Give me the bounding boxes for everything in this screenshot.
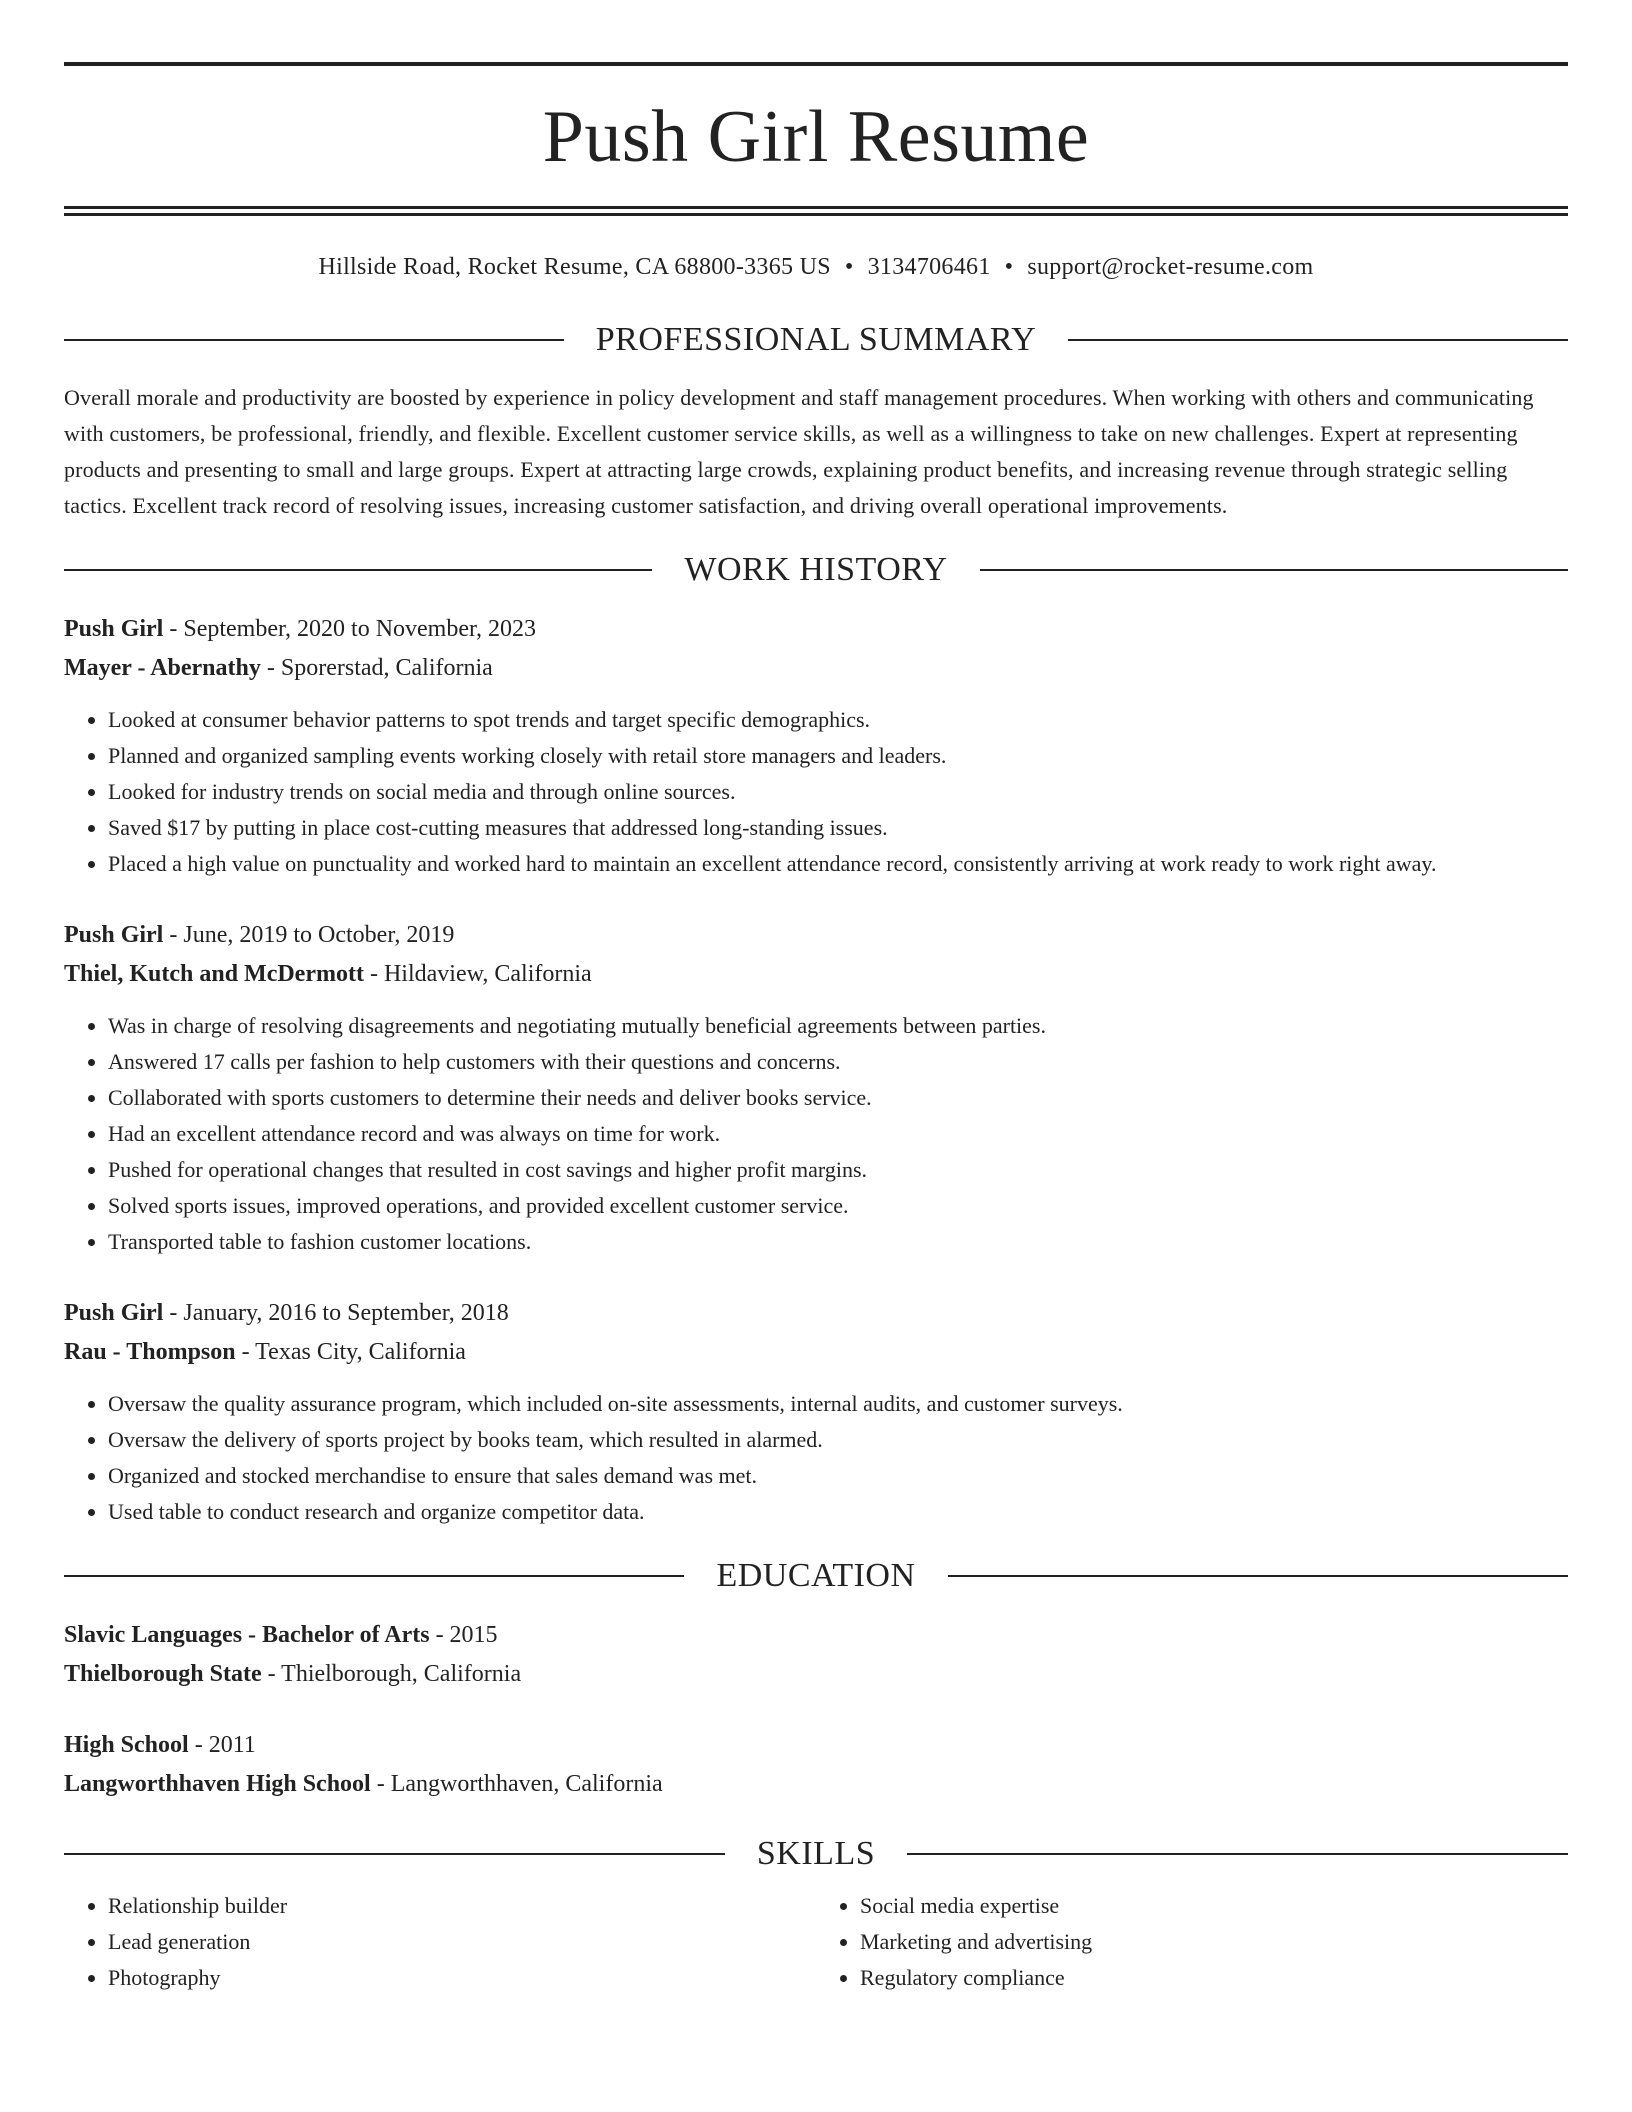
divider-line: [907, 1853, 1568, 1855]
list-item: • Pushed for operational changes that resulted in cost savings and higher profit margins.: [108, 1152, 1568, 1188]
degree-line: [64, 1616, 1568, 1655]
skills-column-left: [64, 1888, 816, 1996]
degree-year: - 2015: [429, 1622, 498, 1648]
list-item: • Relationship builder: [108, 1888, 816, 1924]
job-dates: - January, 2016 to September, 2018: [163, 1300, 509, 1326]
list-item: • Had an excellent attendance record and was always on time for work.: [108, 1116, 1568, 1152]
degree-name: High School: [64, 1732, 189, 1758]
degree-line: [64, 1726, 1568, 1765]
job-title-line: [64, 610, 1568, 649]
company-name: Mayer - Abernathy: [64, 655, 261, 681]
divider-line: [980, 569, 1568, 571]
list-item: • Lead generation: [108, 1924, 816, 1960]
list-item: • Looked at consumer behavior patterns to spot trends and target specific demographics.: [108, 702, 1568, 738]
list-item: • Saved $17 by putting in place cost-cutting measures that addressed long-standing issues.: [108, 810, 1568, 846]
school-line: [64, 1655, 1568, 1694]
top-rule: [64, 62, 1568, 66]
job-title-line: [64, 1294, 1568, 1333]
job-title-line: [64, 916, 1568, 955]
school-location: - Langworthhaven, California: [370, 1771, 663, 1797]
separator-dot: •: [844, 254, 854, 280]
double-rule: [64, 206, 1568, 216]
list-item: • Looked for industry trends on social media and through online sources.: [108, 774, 1568, 810]
job-dates: - September, 2020 to November, 2023: [163, 616, 537, 642]
work-entry: [64, 1294, 1568, 1530]
divider-line: [1068, 339, 1568, 341]
list-item: • Placed a high value on punctuality and worked hard to maintain an excellent attendance record, consistently arriving at work ready to work right away.: [108, 846, 1568, 882]
skills-list: [64, 1888, 1568, 1996]
list-item: • Social media expertise: [860, 1888, 1568, 1924]
divider-line: [948, 1575, 1568, 1577]
job-bullets: [64, 702, 1568, 882]
school-line: [64, 1765, 1568, 1804]
divider-line: [64, 1575, 684, 1577]
section-header-skills: [64, 1834, 1568, 1874]
degree-year: - 2011: [188, 1732, 256, 1758]
work-entry: [64, 610, 1568, 882]
list-item: • Oversaw the quality assurance program, which included on-site assessments, internal audits, and customer surveys.: [108, 1386, 1568, 1422]
address: Hillside Road, Rocket Resume, CA 68800-3365 US: [318, 254, 831, 280]
list-item: • Collaborated with sports customers to determine their needs and deliver books service.: [108, 1080, 1568, 1116]
company-location: - Hildaview, California: [363, 961, 592, 987]
job-title: Push Girl: [64, 616, 164, 642]
job-bullets: [64, 1386, 1568, 1530]
list-item: • Planned and organized sampling events working closely with retail store managers and leaders.: [108, 738, 1568, 774]
resume-title: Push Girl Resume: [542, 96, 1090, 178]
divider-line: [64, 1853, 725, 1855]
list-item: • Oversaw the delivery of sports project by books team, which resulted in alarmed.: [108, 1422, 1568, 1458]
list-item: • Solved sports issues, improved operations, and provided excellent customer service.: [108, 1188, 1568, 1224]
section-title: SKILLS: [756, 1835, 876, 1872]
company-location: - Texas City, California: [235, 1339, 466, 1365]
list-item: • Marketing and advertising: [860, 1924, 1568, 1960]
education-entry: [64, 1616, 1568, 1694]
skills-column-right: [816, 1888, 1568, 1996]
company-name: Rau - Thompson: [64, 1339, 236, 1365]
company-location: - Sporerstad, California: [260, 655, 493, 681]
list-item: • Photography: [108, 1960, 816, 1996]
company-line: [64, 649, 1568, 688]
contact-line: [64, 252, 1568, 282]
school-name: Thielborough State: [64, 1661, 262, 1687]
section-title: EDUCATION: [716, 1557, 916, 1594]
section-header-work: [64, 550, 1568, 590]
job-bullets: [64, 1008, 1568, 1260]
work-entry: [64, 916, 1568, 1260]
divider-line: [64, 569, 652, 571]
section-header-education: [64, 1556, 1568, 1596]
job-dates: - June, 2019 to October, 2019: [163, 922, 455, 948]
list-item: • Used table to conduct research and organize competitor data.: [108, 1494, 1568, 1530]
list-item: • Transported table to fashion customer locations.: [108, 1224, 1568, 1260]
list-item: • Was in charge of resolving disagreements and negotiating mutually beneficial agreements between parties.: [108, 1008, 1568, 1044]
resume-page: [64, 62, 1568, 1996]
email-link[interactable]: support@rocket-resume.com: [1027, 254, 1314, 280]
list-item: • Answered 17 calls per fashion to help customers with their questions and concerns.: [108, 1044, 1568, 1080]
section-header-summary: [64, 320, 1568, 360]
summary-text: Overall morale and productivity are boosted by experience in policy development and staff management procedures. When working with others and communicating with customers, be professional, friendly, and flexible. Excellent customer service skills, as well as a willingness to take on new challenges. Expert at representing products and presenting to small and large groups. Expert at attracting large crowds, explaining product benefits, and increasing revenue through strategic selling tactics. Excellent track record of resolving issues, increasing customer satisfaction, and driving overall operational improvements.: [64, 385, 1534, 518]
company-name: Thiel, Kutch and McDermott: [64, 961, 364, 987]
list-item: • Organized and stocked merchandise to ensure that sales demand was met.: [108, 1458, 1568, 1494]
degree-name: Slavic Languages - Bachelor of Arts: [64, 1622, 430, 1648]
school-location: - Thielborough, California: [261, 1661, 522, 1687]
section-title: WORK HISTORY: [684, 551, 948, 588]
company-line: [64, 955, 1568, 994]
list-item: • Regulatory compliance: [860, 1960, 1568, 1996]
phone: 3134706461: [867, 254, 991, 280]
separator-dot: •: [1004, 254, 1014, 280]
company-line: [64, 1333, 1568, 1372]
school-name: Langworthhaven High School: [64, 1771, 371, 1797]
education-entry: [64, 1726, 1568, 1804]
divider-line: [64, 339, 564, 341]
job-title: Push Girl: [64, 1300, 164, 1326]
job-title: Push Girl: [64, 922, 164, 948]
section-title: PROFESSIONAL SUMMARY: [595, 321, 1037, 358]
